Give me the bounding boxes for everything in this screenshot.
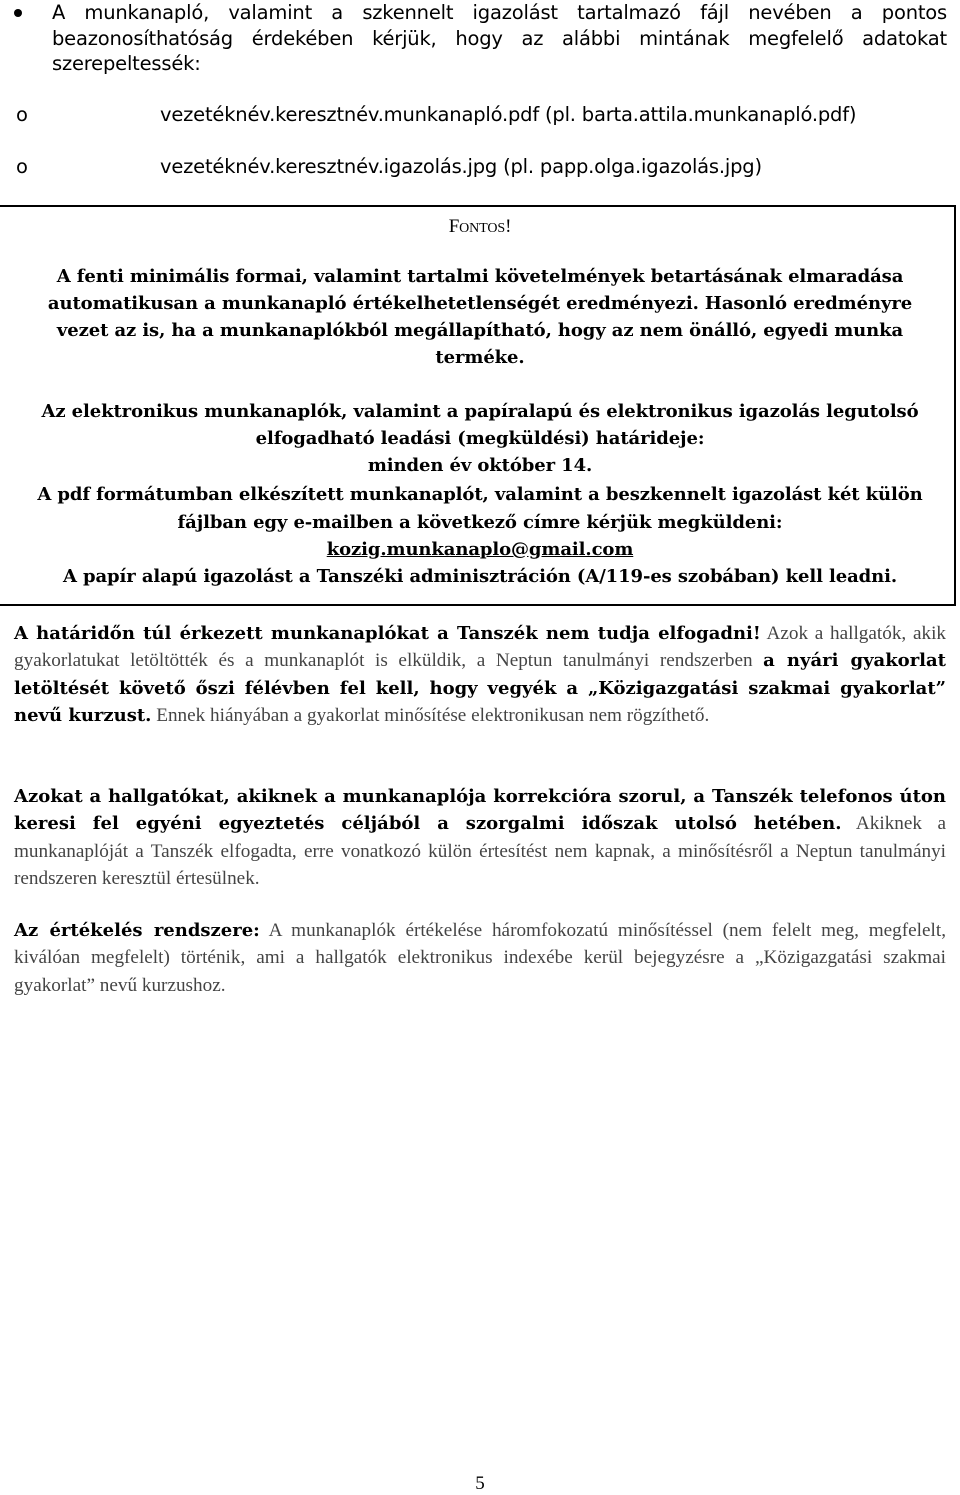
example-text: vezetéknév.keresztnév.igazolás.jpg (pl. papp.olga.igazolás.jpg) bbox=[160, 155, 762, 178]
sub-bullet-icon: o bbox=[16, 103, 28, 126]
email-line bbox=[0, 539, 960, 560]
bullet-icon bbox=[14, 9, 22, 17]
paper-submission-line: A papír alapú igazolást a Tanszéki adminisztráción (A/119-es szobában) kell leadni. bbox=[62, 566, 898, 587]
send-line: A pdf formátumban elkészített munkanaplót, valamint a beszkennelt igazolást két külön bbox=[37, 484, 923, 505]
page-number: 5 bbox=[475, 1473, 485, 1494]
warning-line: terméke. bbox=[435, 347, 525, 368]
email-link[interactable]: kozig.munkanaplo@gmail.com bbox=[326, 539, 634, 560]
example-item-jpg bbox=[16, 155, 762, 178]
intro-text: A munkanapló, valamint a szkennelt igazolást tartalmazó fájl nevében a pontos beazonosíthatóság érdekében kérjük, hogy az alábbi mintának megfelelő adatokat szerepeltessék: bbox=[52, 1, 947, 75]
intro-bullet bbox=[52, 0, 947, 77]
deadline-line: elfogadható leadási (megküldési) határideje: bbox=[255, 428, 705, 449]
example-item-pdf bbox=[16, 103, 857, 126]
warning-line: automatikusan a munkanapló értékelhetetlenségét eredményezi. Hasonló eredményre bbox=[47, 293, 913, 314]
example-text: vezetéknév.keresztnév.munkanapló.pdf (pl. barta.attila.munkanapló.pdf) bbox=[160, 103, 857, 126]
correction-paragraph: Azokat a hallgatókat, akiknek a munkanaplója korrekcióra szorul, a Tanszék telefonos úton keresi fel egyéni egyeztetés céljából a szorgalmi időszak utolsó hetében. Akiknek a munkanaplóját a Tanszék elfogadta, erre vonatkozó külön értesítést nem kapnak, a minősítésről a Neptun tanulmányi rendszeren keresztül értesülnek. bbox=[14, 786, 947, 889]
deadline-date: minden év október 14. bbox=[367, 455, 593, 476]
warning-line: vezet az is, ha a munkanaplókból megállapítható, hogy az nem önálló, egyedi munka bbox=[56, 320, 904, 341]
evaluation-paragraph: Az értékelés rendszere: A munkanaplók értékelése háromfokozatú minősítéssel (nem felelt meg, megfelelt, kiválóan megfelelt) történik, ami a hallgatók elektronikus indexébe kerül bejegyzésre a „Közigazgatási szakmai gyakorlat” nevű kurzushoz. bbox=[14, 920, 946, 996]
deadline-paragraph: A határidőn túl érkezett munkanaplókat a Tanszék nem tudja elfogadni! Azok a hallgatók, akik gyakorlatukat letöltötték és a munkanaplót is elküldik, a Neptun tanulmányi rendszerben a nyári gyakorlat letöltését követő őszi félévben fel kell, hogy vegyék a „Közigazgatási szakmai gyakorlat” nevű kurzust. Ennek hiányában a gyakorlat minősítése elektronikusan nem rögzíthető. bbox=[14, 623, 947, 726]
notice-heading: FONTOS! bbox=[448, 216, 512, 237]
warning-line: A fenti minimális formai, valamint tartalmi követelmények betartásának elmaradása bbox=[56, 266, 904, 287]
sub-bullet-icon: o bbox=[16, 155, 28, 178]
send-line: fájlban egy e-mailben a következő címre kérjük megküldeni: bbox=[177, 512, 783, 533]
deadline-line: Az elektronikus munkanaplók, valamint a papíralapú és elektronikus igazolás legutolsó bbox=[41, 401, 919, 422]
